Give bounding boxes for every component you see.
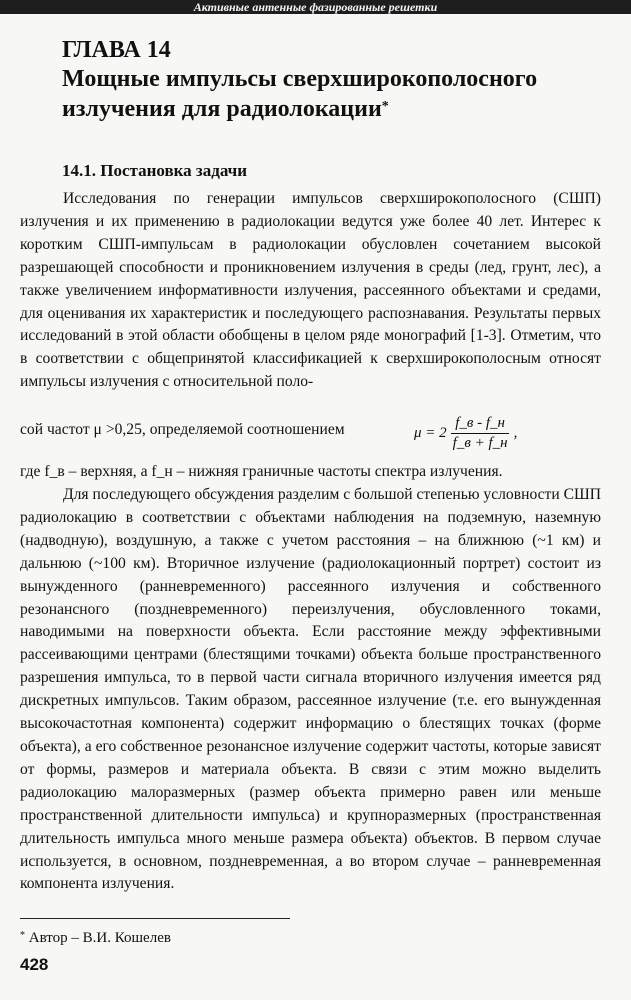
- chapter-title-footnote-mark: *: [381, 99, 389, 114]
- formula-numerator: f_в - f_н: [451, 415, 509, 434]
- running-header-title: Активные антенные фазированные решетки: [193, 0, 438, 14]
- section-heading: 14.1. Постановка задачи: [62, 161, 248, 180]
- formula-trail: ,: [513, 424, 518, 441]
- chapter-title: [62, 64, 602, 128]
- footnote-text: Автор – В.И. Кошелев: [28, 930, 171, 946]
- footnote: [20, 930, 171, 947]
- formula-denominator: f_в + f_н: [452, 434, 508, 451]
- formula-lead-text: сой частот μ >0,25, определяемой соотношением: [20, 421, 345, 438]
- formula-lhs: μ = 2: [414, 424, 447, 441]
- formula-line: [20, 410, 601, 456]
- footnote-mark: *: [20, 930, 25, 941]
- footnote-divider: [20, 918, 290, 919]
- paragraph-intro: Исследования по генерации импульсов сверхширокополосного (СШП) излучения и их применению в радиолокации ведутся уже более 40 лет. Интерес к коротким СШП-импульсам в радиолокации обусловлен сочетанием высокой разрешающей способности и проникновением излучения в среды (лед, грунт, лес), а также увеличением информативности излучения, рассеянного объектами и средами, для оценивания их характеристик и последующего распознавания. Результаты первых исследований в этой области обобщены в целом ряде монографий [1-3]. Отметим, что в соответствии с общепринятой классификацией к сверхширокополосным относят импульсы излучения с относительной поло-: [20, 190, 601, 391]
- chapter-title-text: Мощные импульсы сверхширокополосного излучения для радиолокации: [62, 66, 538, 122]
- chapter-label: ГЛАВА 14: [62, 37, 171, 63]
- formula-fraction: [449, 415, 512, 452]
- paragraph-frequency-definition: где f_в – верхняя, а f_н – нижняя граничные частоты спектра излучения.: [20, 463, 503, 480]
- page-number: 428: [20, 955, 49, 974]
- paragraph-classification: Для последующего обсуждения разделим с большой степенью условности СШП радиолокацию в соответствии с объектами наблюдения на подземную, наземную (надводную), воздушную, а также с учетом расстояния – на ближнюю (~1 км) и дальнюю (~100 км). Вторичное излучение (радиолокационный портрет) состоит из вынужденного (ранневременного) рассеянного излучения и собственного резонансного (поздневременного) переизлучения, обусловленного токами, наводимыми на поверхности объекта. Если расстояние между эффективными рассеивающими центрами (блестящими точками) объекта больше пространственного разрешения импульса, то в первой части сигнала вторичного излучения имеется ряд дискретных импульсов. Таким образом, рассеянное излучение (т.е. его вынужденная высокочастотная компонента) содержит информацию о блестящих точках (форме объекта), а его собственное резонансное излучение содержит частоты, которые зависят от формы, размеров и материала объекта. В связи с этим можно выделить радиолокацию малоразмерных (размер объекта примерно равен или меньше пространственной длительности импульса) и крупноразмерных (пространственная длительность импульса много меньше размера объекта) объектов. В первом случае используется, в основном, поздневременная, а во втором случае – ранневременная компонента излучения.: [20, 486, 601, 893]
- bandwidth-formula: [414, 410, 517, 456]
